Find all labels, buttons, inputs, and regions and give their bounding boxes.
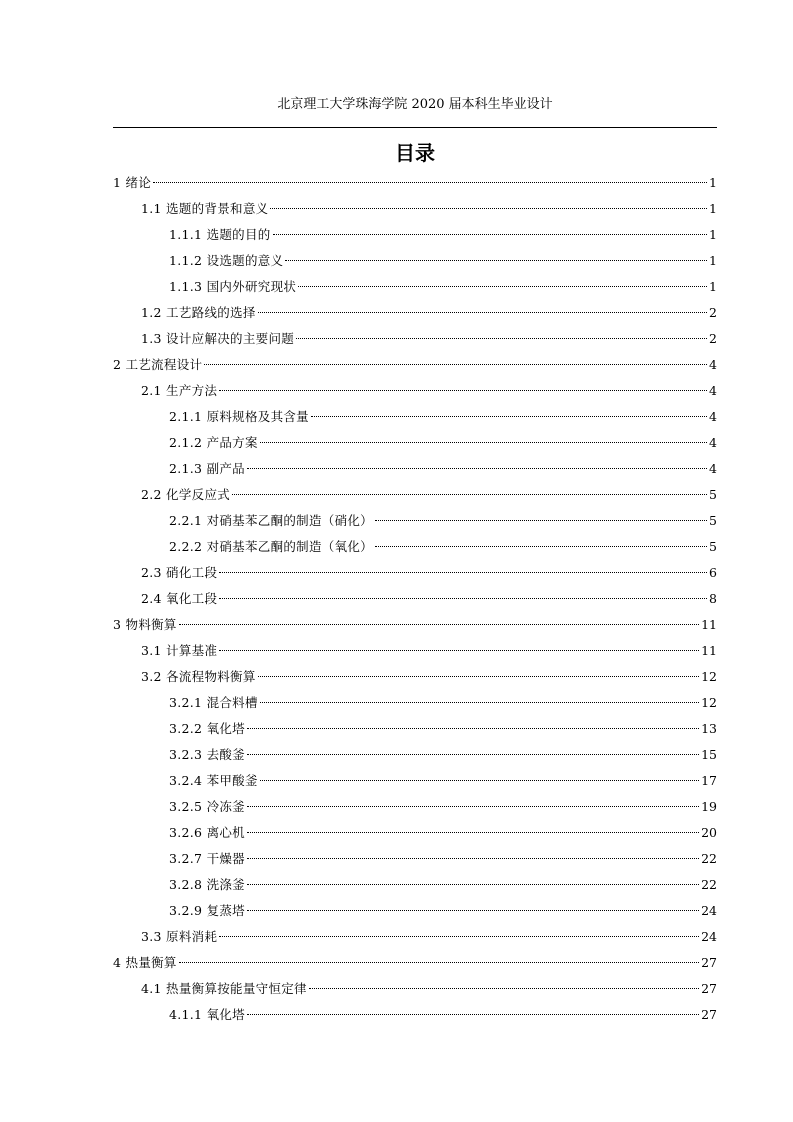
toc-dot-leader xyxy=(247,910,699,911)
toc-dot-leader xyxy=(247,754,699,755)
toc-dot-leader xyxy=(247,1014,699,1015)
toc-entry[interactable] xyxy=(113,794,717,820)
toc-dot-leader xyxy=(153,182,707,183)
toc-entry-label: 4.1 热量衡算按能量守恒定律 xyxy=(141,981,307,996)
toc-dot-leader xyxy=(309,988,699,989)
toc-entry-label: 2.2.2 对硝基苯乙酮的制造（氧化） xyxy=(169,539,373,554)
toc-entry-label: 3.1 计算基准 xyxy=(141,643,218,658)
toc-entry[interactable] xyxy=(113,248,717,274)
toc-entry-page: 2 xyxy=(709,305,717,320)
toc-entry-page: 4 xyxy=(709,409,717,424)
toc-dot-leader xyxy=(247,884,699,885)
toc-entry-page: 8 xyxy=(709,591,717,606)
toc-entry[interactable] xyxy=(113,924,717,950)
toc-entry-page: 4 xyxy=(709,357,717,372)
page-header: 北京理工大学珠海学院 2020 届本科生毕业设计 xyxy=(277,97,553,112)
toc-entry-label: 3.2 各流程物料衡算 xyxy=(141,669,256,684)
toc-dot-leader xyxy=(375,546,707,547)
toc-entry-page: 11 xyxy=(701,643,717,658)
toc-entry[interactable] xyxy=(113,690,717,716)
toc-entry-page: 22 xyxy=(701,877,717,892)
toc-dot-leader xyxy=(247,728,699,729)
toc-entry-page: 1 xyxy=(709,201,717,216)
toc-entry[interactable] xyxy=(113,300,717,326)
toc-entry-page: 5 xyxy=(709,513,717,528)
toc-entry-page: 20 xyxy=(701,825,717,840)
toc-entry-label: 2.1.2 产品方案 xyxy=(169,435,258,450)
toc-dot-leader xyxy=(204,364,707,365)
toc-entry-page: 24 xyxy=(701,903,717,918)
toc-entry[interactable] xyxy=(113,950,717,976)
toc-dot-leader xyxy=(247,806,699,807)
toc-entry-label: 2 工艺流程设计 xyxy=(113,357,203,372)
toc-dot-leader xyxy=(260,780,699,781)
toc-dot-leader xyxy=(179,624,699,625)
toc-dot-leader xyxy=(258,676,699,677)
toc-entry[interactable] xyxy=(113,612,717,638)
toc-entry-page: 1 xyxy=(709,175,717,190)
toc-dot-leader xyxy=(247,858,699,859)
toc-dot-leader xyxy=(247,832,699,833)
toc-entry-label: 1.2 工艺路线的选择 xyxy=(141,305,256,320)
toc-entry[interactable] xyxy=(113,638,717,664)
toc-entry[interactable] xyxy=(113,534,717,560)
toc-dot-leader xyxy=(219,390,707,391)
toc-entry[interactable] xyxy=(113,222,717,248)
toc-entry-page: 22 xyxy=(701,851,717,866)
toc-dot-leader xyxy=(219,598,707,599)
toc-entry-label: 1.3 设计应解决的主要问题 xyxy=(141,331,295,346)
toc-entry-page: 4 xyxy=(709,461,717,476)
toc-entry[interactable] xyxy=(113,456,717,482)
toc-entry[interactable] xyxy=(113,768,717,794)
toc-entry-page: 4 xyxy=(709,383,717,398)
toc-entry[interactable] xyxy=(113,742,717,768)
toc-entry[interactable] xyxy=(113,482,717,508)
toc-entry-page: 5 xyxy=(709,539,717,554)
toc-entry-label: 4.1.1 氧化塔 xyxy=(169,1007,245,1022)
toc-entry-label: 2.1.1 原料规格及其含量 xyxy=(169,409,309,424)
toc-entry[interactable] xyxy=(113,404,717,430)
toc-entry[interactable] xyxy=(113,664,717,690)
toc-entry[interactable] xyxy=(113,820,717,846)
toc-entry-label: 3.2.1 混合料槽 xyxy=(169,695,258,710)
toc-entry-label: 2.3 硝化工段 xyxy=(141,565,218,580)
toc-entry-page: 6 xyxy=(709,565,717,580)
toc-entry-label: 4 热量衡算 xyxy=(113,955,177,970)
toc-entry-page: 24 xyxy=(701,929,717,944)
toc-dot-leader xyxy=(311,416,707,417)
toc-entry-page: 27 xyxy=(701,1007,717,1022)
toc-entry-label: 2.2.1 对硝基苯乙酮的制造（硝化） xyxy=(169,513,373,528)
toc-entry-label: 2.1.3 副产品 xyxy=(169,461,245,476)
toc-dot-leader xyxy=(179,962,699,963)
page-title: 目录 xyxy=(395,141,435,165)
toc-entry-label: 3.2.2 氧化塔 xyxy=(169,721,245,736)
toc-dot-leader xyxy=(285,260,707,261)
toc-entry-page: 2 xyxy=(709,331,717,346)
toc-entry-label: 3 物料衡算 xyxy=(113,617,177,632)
toc-entry-page: 27 xyxy=(701,981,717,996)
toc-dot-leader xyxy=(219,572,707,573)
toc-entry-page: 11 xyxy=(701,617,717,632)
toc-entry-page: 5 xyxy=(709,487,717,502)
toc-dot-leader xyxy=(296,338,707,339)
toc-entry-label: 3.3 原料消耗 xyxy=(141,929,218,944)
toc-entry-label: 1.1.3 国内外研究现状 xyxy=(169,279,297,294)
toc-entry-label: 3.2.8 洗涤釜 xyxy=(169,877,245,892)
toc-entry-page: 1 xyxy=(709,227,717,242)
toc-entry-label: 3.2.7 干燥器 xyxy=(169,851,245,866)
toc-dot-leader xyxy=(219,936,699,937)
toc-entry-label: 1 绪论 xyxy=(113,175,152,190)
toc-entry-page: 1 xyxy=(709,253,717,268)
toc-dot-leader xyxy=(260,702,699,703)
table-of-contents xyxy=(113,170,717,1028)
toc-dot-leader xyxy=(247,468,707,469)
toc-dot-leader xyxy=(258,312,707,313)
toc-entry[interactable] xyxy=(113,352,717,378)
toc-entry-label: 1.1.1 选题的目的 xyxy=(169,227,271,242)
toc-entry-label: 1.1 选题的背景和意义 xyxy=(141,201,269,216)
toc-entry-label: 3.2.4 苯甲酸釜 xyxy=(169,773,258,788)
toc-dot-leader xyxy=(232,494,707,495)
toc-entry-page: 13 xyxy=(701,721,717,736)
toc-dot-leader xyxy=(298,286,707,287)
toc-entry-label: 3.2.6 离心机 xyxy=(169,825,245,840)
toc-entry-page: 15 xyxy=(701,747,717,762)
toc-entry-label: 3.2.5 冷冻釜 xyxy=(169,799,245,814)
toc-entry-page: 12 xyxy=(701,695,717,710)
toc-entry[interactable] xyxy=(113,170,717,196)
toc-entry[interactable] xyxy=(113,586,717,612)
toc-entry-page: 1 xyxy=(709,279,717,294)
toc-entry[interactable] xyxy=(113,1002,717,1028)
toc-entry[interactable] xyxy=(113,560,717,586)
toc-entry-label: 1.1.2 设选题的意义 xyxy=(169,253,284,268)
toc-entry-page: 17 xyxy=(701,773,717,788)
toc-entry-page: 4 xyxy=(709,435,717,450)
toc-entry[interactable] xyxy=(113,846,717,872)
toc-dot-leader xyxy=(219,650,699,651)
toc-entry[interactable] xyxy=(113,716,717,742)
toc-entry-page: 12 xyxy=(701,669,717,684)
toc-entry[interactable] xyxy=(113,430,717,456)
toc-entry-label: 2.4 氧化工段 xyxy=(141,591,218,606)
header-divider xyxy=(113,127,717,128)
toc-entry[interactable] xyxy=(113,378,717,404)
toc-dot-leader xyxy=(260,442,707,443)
toc-entry[interactable] xyxy=(113,976,717,1002)
toc-dot-leader xyxy=(273,234,707,235)
toc-entry[interactable] xyxy=(113,196,717,222)
toc-entry-page: 27 xyxy=(701,955,717,970)
toc-dot-leader xyxy=(270,208,707,209)
toc-entry-label: 2.1 生产方法 xyxy=(141,383,218,398)
toc-entry[interactable] xyxy=(113,508,717,534)
toc-entry[interactable] xyxy=(113,326,717,352)
toc-entry-page: 19 xyxy=(701,799,717,814)
toc-entry[interactable] xyxy=(113,898,717,924)
toc-entry-label: 3.2.9 复蒸塔 xyxy=(169,903,245,918)
toc-dot-leader xyxy=(375,520,707,521)
toc-entry-label: 3.2.3 去酸釜 xyxy=(169,747,245,762)
toc-entry[interactable] xyxy=(113,274,717,300)
toc-entry[interactable] xyxy=(113,872,717,898)
toc-entry-label: 2.2 化学反应式 xyxy=(141,487,231,502)
